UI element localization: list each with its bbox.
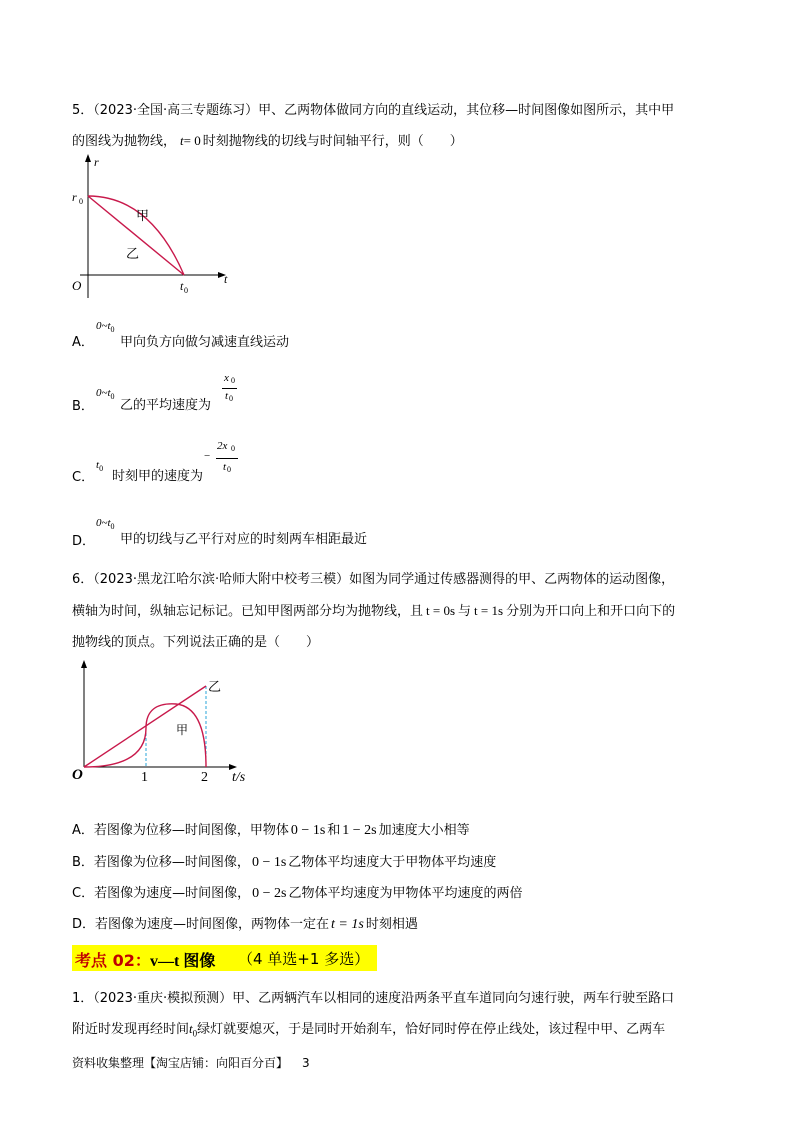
q5-a-letter: A． [72,335,94,350]
q1-line2-t: t [189,1021,193,1036]
q5-line2b: 时刻抛物线的切线与时间轴平行，则（ ） [202,134,463,149]
q5-line-yi [88,196,184,275]
q6-graph [68,655,268,787]
q6-c-letter: C． [72,886,95,901]
q5-c-letter: C． [72,470,95,485]
q6-a-text1: 若图像为位移—时间图像，甲物体 [93,823,289,838]
q6-a-and: 和 [327,823,341,838]
q1-line2 [72,1018,665,1039]
q5-option-a[interactable] [72,331,94,350]
q6-c-text1: 若图像为速度—时间图像， [94,886,251,901]
q5-x-tick: t [180,279,184,293]
q1-line2-sub: 0 [192,1028,198,1039]
q5-eq0: = 0 [183,133,201,148]
q6-b-m: 0 − 1s [251,855,287,870]
q6-option-a[interactable] [72,819,470,839]
q6-eq-t1: t = 1s [474,603,504,618]
q6-b-text1: 若图像为位移—时间图像， [93,855,250,870]
q5-y-tick-sub: 0 [79,197,83,206]
q6-line2b: 分别为开口向上和开口向下的 [506,604,676,619]
q6-a-text2: 加速度大小相等 [378,823,470,838]
page-number: 3 [302,1056,310,1070]
q5-line-yi-label: 乙 [126,247,140,262]
q5-line2 [72,130,463,149]
q5-x-tick-sub: 0 [184,286,188,295]
q6-line3: 抛物线的顶点。下列说法正确的是（ ） [72,635,320,650]
q5-curve-jia-label: 甲 [136,209,150,224]
q6-origin-label: O [72,767,83,783]
q5-y-axis-label: r [94,155,99,169]
q6-d-letter: D． [72,917,96,932]
q6-x-tick-2: 2 [201,770,208,785]
q5-b-range: $0\sim t_0$ [96,387,115,402]
q5-a-text: 甲向负方向做匀减速直线运动 [120,335,290,350]
q1-line2b: 绿灯就要熄灭，于是同时开始刹车，恰好同时停在停止线处，该过程中甲、乙两车 [197,1022,666,1037]
q5-d-text: 甲的切线与乙平行对应的时刻两车相距最近 [120,532,368,547]
q5-origin-label: O [72,278,82,293]
q5-c-text: 时刻甲的速度为 [112,469,204,484]
section-heading [72,945,377,971]
q5-option-d[interactable] [72,530,95,549]
q6-b-letter: B． [72,855,94,870]
q5-line1: 5．（2023·全国·高三专题练习）甲、乙两物体做同方向的直线运动，其位移—时间图像如图所示，其中甲 [72,103,675,118]
q5-b-text: 乙的平均速度为 [120,398,212,413]
q6-line-yi-label: 乙 [208,680,222,695]
q6-y-arrow [81,660,87,668]
q5-option-c[interactable] [72,466,94,485]
q6-eq-t0: t = 0s [426,603,456,618]
footer-text: 资料收集整理【淘宝店铺：向阳百分百】 [72,1056,289,1070]
q5-a-range: $0\sim t_0$ [96,320,115,335]
q6-d-text1: 若图像为速度—时间图像，两物体一定在 [95,917,330,932]
section-title-c: （4 单选+1 多选） [238,950,370,968]
q6-c-text2: 乙物体平均速度为甲物体平均速度的两倍 [288,886,523,901]
q5-t-var: t [180,133,184,148]
q6-a-letter: A． [72,823,94,838]
q5-line2a: 的图线为抛物线， [72,134,177,149]
q1-line1: 1．（2023·重庆·模拟预测）甲、乙两辆汽车以相同的速度沿两条平直车道同向匀速行驶，两车行驶至路口 [72,991,675,1006]
q6-curve-jia-label: 甲 [176,723,189,737]
section-title-a: 考点 02： [75,951,151,970]
q1-line2a: 附近时发现再经时间 [72,1022,190,1037]
q6-a-m1: 0 − 1s [290,823,326,838]
q6-option-b[interactable] [72,851,496,871]
q5-option-b[interactable] [72,395,94,414]
q6-line2a: 横轴为时间，纵轴忘记标记。已知甲图两部分均为抛物线，且 [72,604,424,619]
q5-x-axis-label: t [224,272,228,286]
q5-b-letter: B． [72,399,94,414]
section-title-b: v—t 图像 [150,953,216,970]
q6-line2 [72,600,675,619]
q6-b-text2: 乙物体平均速度大于甲物体平均速度 [288,855,497,870]
footer [72,1054,310,1071]
q6-x-axis-label: t/s [232,770,246,785]
q6-option-d[interactable] [72,913,418,933]
q5-y-arrow [85,154,91,162]
q5-c-t: $t_0$ [96,459,104,474]
q6-line2-and: 与 [458,604,472,619]
q6-d-m: t = 1s [331,917,364,932]
q5-d-letter: D． [72,534,96,549]
q5-b-fraction: x 0 t 0 [224,372,235,403]
q5-graph [60,148,260,304]
q6-line1: 6．（2023·黑龙江哈尔滨·哈师大附中校考三模）如图为同学通过传感器测得的甲、乙两物体的运动图像， [72,572,675,587]
q6-option-c[interactable] [72,882,522,902]
q5-y-tick: r [72,190,77,204]
q5-c-fraction: − 2x 0 t 0 [204,440,244,480]
q6-a-m2: 1 − 2s [342,823,377,838]
q6-c-m: 0 − 2s [252,886,287,901]
q6-d-text2: 时刻相遇 [365,917,418,932]
q5-d-range: $0\sim t_0$ [96,517,115,532]
q6-x-tick-1: 1 [141,770,148,785]
